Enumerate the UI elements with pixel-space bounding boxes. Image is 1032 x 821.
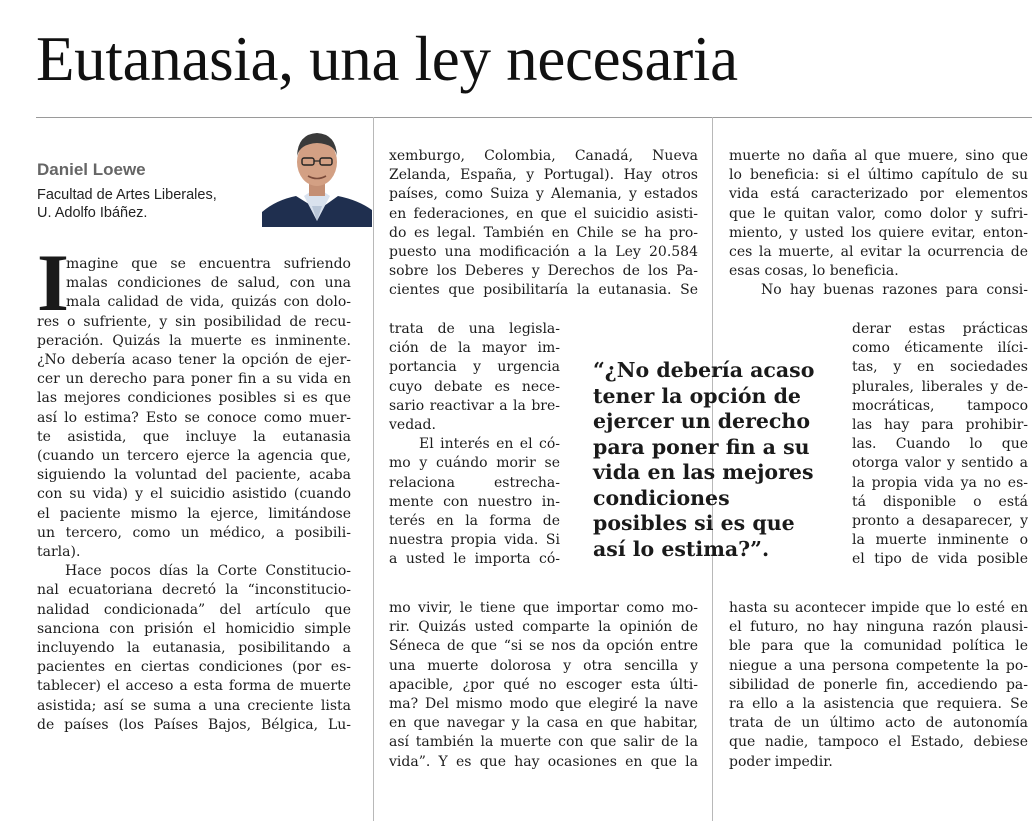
- headline-rule: [36, 117, 1032, 118]
- text-line: vida está caracterizado por elementos: [729, 186, 1028, 203]
- text-line: terés en la forma de: [389, 513, 560, 529]
- pull-quote-line: ejercer un derecho: [593, 409, 810, 433]
- text-line: derar estas prácticas: [852, 321, 1028, 337]
- text-line: pacientes en ciertas condiciones (por es-: [37, 659, 351, 676]
- text-line: res o sufriente, y sin posibilidad de recu-: [37, 313, 351, 330]
- text-line: ra ello a la asistencia que requiera. Se: [729, 696, 1028, 712]
- text-line: puesto una modificación a la Ley 20.584: [389, 244, 698, 260]
- author-affiliation: [37, 186, 217, 222]
- pull-quote-line: tener la opción de: [593, 383, 801, 408]
- text-line: do es legal. También en Chile se ha pro-: [389, 224, 698, 241]
- text-line: cer un derecho para poner fin a su vida en: [37, 371, 351, 388]
- pull-quote-line: condiciones: [593, 485, 730, 510]
- text-line: cuyo debate es nece-: [389, 378, 560, 395]
- text-line: poder impedir.: [729, 753, 833, 770]
- text-line: ma? Del mismo modo que elegiré la nave: [389, 696, 698, 712]
- text-line: siguiendo la voluntad del paciente, acaba: [37, 467, 351, 484]
- pull-quote-line: posibles si es que: [593, 511, 795, 535]
- text-line: Zelanda, España, y Portugal). Hay otros: [389, 167, 698, 184]
- text-line: nuestra propia vida. Si: [389, 532, 560, 549]
- pull-quote-line: “¿No debería acaso: [593, 358, 815, 382]
- text-line: el paciente mismo la ejerce, limitándose: [37, 505, 351, 522]
- text-line: otorga valor y sentido a: [852, 455, 1028, 472]
- text-line: la muerte inminente o: [852, 532, 1028, 549]
- text-line: sibilidad de ponerle fin, accediendo pa-: [729, 676, 1028, 693]
- headline: Eutanasia, una ley necesaria: [36, 24, 738, 94]
- text-line: hasta su acontecer impide que lo esté en: [729, 600, 1028, 616]
- text-line: tas, y en sociedades: [852, 359, 1028, 376]
- text-line: las. Cuando lo que: [852, 436, 1028, 453]
- text-line: malas condiciones de salud, con una: [66, 275, 351, 292]
- text-line: magine que se encuentra sufriendo: [66, 256, 351, 272]
- text-line: tarla).: [37, 544, 81, 560]
- text-line: sanciona con prisión el homicidio simple: [37, 620, 351, 637]
- text-line: a usted le importa có-: [389, 551, 560, 568]
- text-line: una muerte dolorosa y otra sencilla y: [389, 657, 698, 674]
- text-line: como éticamente ilíci-: [852, 340, 1028, 357]
- text-line: sario reactivar a la bre-: [389, 397, 560, 414]
- text-line: las hay para prohibir-: [852, 417, 1028, 433]
- text-line: esas cosas, lo beneficia.: [729, 263, 899, 280]
- drop-cap: I: [37, 237, 69, 328]
- text-line: así también la muerte con que salir de la: [389, 734, 698, 751]
- text-line: mo y cuándo morir se: [389, 455, 560, 472]
- author-name: Daniel Loewe: [37, 160, 146, 179]
- text-line: rir. Quizás usted comparte la opinión de: [389, 619, 698, 636]
- text-line: miento, y usted los quiere evitar, enton-: [729, 224, 1028, 241]
- pull-quote-line: para poner fin a su: [593, 434, 810, 459]
- text-line: ción de la mayor im-: [389, 340, 560, 357]
- text-line: niegue a una persona competente la po-: [729, 657, 1028, 674]
- text-line: incluyendo la eutanasia, posibilitando a: [37, 640, 351, 656]
- text-line: con su vida) y el suicidio asistido (cuando: [37, 486, 351, 503]
- text-line: nal ecuatoriana decretó la “inconstitucio-: [37, 582, 351, 599]
- text-line: El interés en el có-: [419, 436, 560, 453]
- column-divider-1: [373, 117, 374, 821]
- text-line: ble para que la comunidad política le: [729, 638, 1028, 655]
- text-line: sobre los Deberes y Derechos de los Pa-: [389, 263, 698, 280]
- text-line: apacible, ¿por qué no escoger esta últi-: [389, 676, 698, 693]
- text-line: el tipo de vida posible: [852, 551, 1028, 568]
- pull-quote: [593, 358, 833, 562]
- text-line: peración. Quizás la muerte es inminente.: [37, 332, 351, 349]
- text-line: ces la muerte, al evitar la ocurrencia de: [729, 244, 1028, 260]
- affiliation-line: Facultad de Artes Liberales,: [37, 187, 217, 203]
- text-line: que le quitan valor, como dolor y sufri-: [729, 205, 1028, 222]
- text-line: ¿No debería acaso tener la opción de ejer-: [37, 352, 351, 368]
- text-line: portancia y urgencia: [389, 359, 560, 376]
- text-line: asistida; así se suma a una creciente lista: [37, 697, 351, 714]
- text-line: en que navegar y la casa en que habitar,: [389, 715, 698, 732]
- text-line: mo vivir, le tiene que importar como mo-: [389, 600, 698, 616]
- pull-quote-line: así lo estima?”.: [593, 536, 770, 561]
- text-line: tablecer) el acceso a esta forma de muerte: [37, 678, 351, 695]
- text-line: te asistida, que incluye la eutanasia: [37, 428, 351, 445]
- text-line: plurales, liberales y de-: [852, 378, 1028, 395]
- text-line: que nadie, tampoco el Estado, debiese: [729, 734, 1028, 751]
- text-line: el futuro, no hay ninguna razón plausi-: [729, 619, 1028, 636]
- text-line: países, como Suiza y Alemania, y estados: [389, 186, 698, 203]
- text-line: la propia vida ya no es-: [852, 474, 1028, 491]
- text-line: cientes que posibilitaría la eutanasia. Se: [389, 282, 698, 299]
- text-line: mocráticas, tampoco: [852, 397, 1028, 414]
- text-line: mente con nuestro in-: [389, 493, 560, 510]
- pull-quote-line: vida en las mejores: [593, 460, 814, 484]
- text-line: vedad.: [389, 417, 436, 433]
- text-line: las mejores condiciones posibles si es que: [37, 390, 351, 407]
- text-line: relaciona estrecha-: [389, 474, 560, 491]
- text-line: de países (los Países Bajos, Bélgica, Lu-: [37, 716, 351, 733]
- text-line: trata de una legisla-: [389, 321, 560, 337]
- text-line: tá disponible o está: [852, 493, 1028, 510]
- text-line: vida”. Y es que hay ocasiones en que la: [389, 753, 698, 770]
- affiliation-line: U. Adolfo Ibáñez.: [37, 205, 148, 221]
- text-line: No hay buenas razones para consi-: [761, 282, 1028, 299]
- text-line: nalidad condicionada” del artículo que: [37, 601, 351, 618]
- text-line: en federaciones, en que el suicidio asisti-: [389, 205, 698, 222]
- text-line: (cuando un tercero ejerce la agencia que,: [37, 448, 351, 464]
- text-line: pronto a desaparecer, y: [852, 513, 1028, 529]
- text-line: así lo estima? Esto se conoce como muer-: [37, 409, 351, 426]
- text-line: un tercero, como un médico, a posibili-: [37, 524, 351, 541]
- text-line: trata de un último acto de autonomía: [729, 715, 1028, 732]
- text-line: Hace pocos días la Corte Constitucio-: [65, 563, 351, 580]
- text-line: lo beneficia: si el último capítulo de su: [729, 167, 1028, 184]
- text-line: muerte no daña al que muere, sino que: [729, 148, 1028, 164]
- text-line: mala calidad de vida, quizás con dolo-: [66, 294, 351, 311]
- text-line: xemburgo, Colombia, Canadá, Nueva: [389, 148, 698, 164]
- text-line: Séneca de que “si se nos da opción entre: [389, 638, 698, 655]
- author-photo: [262, 126, 372, 227]
